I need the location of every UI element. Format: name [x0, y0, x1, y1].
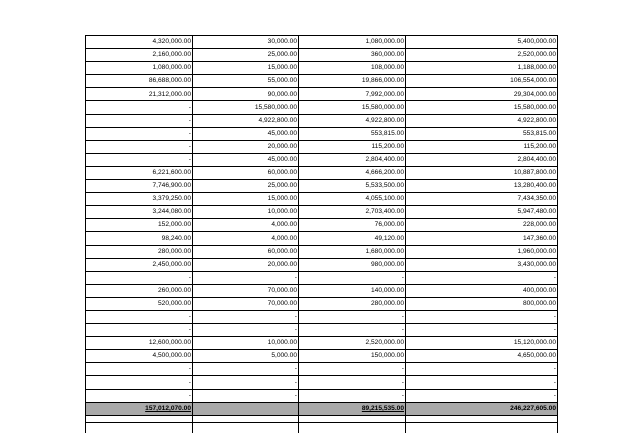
table-cell-col-d: 10,887,800.00: [406, 166, 558, 179]
table-cell-col-d: 7,434,350.00: [406, 193, 558, 206]
table-row: [86, 36, 558, 49]
table-cell-col-c: 980,000.00: [299, 258, 406, 271]
table-cell-col-c: 1,080,000.00: [299, 36, 406, 49]
table-cell-col-b: 10,000.00: [193, 206, 299, 219]
table-row: [86, 297, 558, 310]
table-cell-col-d: 115,200.00: [406, 140, 558, 153]
table-cell-col-a: 2,450,000.00: [86, 258, 193, 271]
table-cell-col-a: -: [86, 363, 193, 376]
table-cell-col-b: 70,000.00: [193, 297, 299, 310]
table-row: [86, 389, 558, 402]
table-cell-col-b: 70,000.00: [193, 284, 299, 297]
table-row: [86, 376, 558, 389]
table-row: [86, 206, 558, 219]
table-row: [86, 310, 558, 323]
table-cell-col-d: -: [406, 310, 558, 323]
table-cell-col-c: 1,680,000.00: [299, 245, 406, 258]
table-cell-col-a: 260,000.00: [86, 284, 193, 297]
table-row: [86, 153, 558, 166]
table-cell-col-c: 140,000.00: [299, 284, 406, 297]
table-cell-col-b: 5,000.00: [193, 350, 299, 363]
table-cell-col-b: -: [193, 389, 299, 402]
table-cell-col-b: 90,000.00: [193, 88, 299, 101]
table-row: [86, 140, 558, 153]
table-cell-col-d: 15,580,000.00: [406, 101, 558, 114]
table-cell-col-c: 76,000.00: [299, 219, 406, 232]
table-cell-col-d: 4,650,000.00: [406, 350, 558, 363]
table-cell-col-b: 60,000.00: [193, 245, 299, 258]
table-cell-col-b: 4,000.00: [193, 232, 299, 245]
table-cell-col-b: -: [193, 363, 299, 376]
table-cell-col-d: 553,815.00: [406, 127, 558, 140]
table-row: [86, 232, 558, 245]
table-cell-col-c: -: [299, 376, 406, 389]
empty-cell: [193, 422, 299, 433]
table-cell-col-d: 3,430,000.00: [406, 258, 558, 271]
table-cell-col-c: 108,000.00: [299, 62, 406, 75]
table-cell-col-b: 10,000.00: [193, 337, 299, 350]
table-row: [86, 284, 558, 297]
table-cell-col-c: 4,055,100.00: [299, 193, 406, 206]
blank-row: [86, 422, 558, 433]
table-cell-col-c: 2,520,000.00: [299, 337, 406, 350]
table-cell-col-c: 150,000.00: [299, 350, 406, 363]
table-cell-col-a: 520,000.00: [86, 297, 193, 310]
table-row: [86, 271, 558, 284]
table-cell-col-a: -: [86, 271, 193, 284]
table-cell-col-b: 25,000.00: [193, 180, 299, 193]
table-cell-col-a: -: [86, 389, 193, 402]
table-cell-col-a: -: [86, 101, 193, 114]
table-cell-col-d: 15,120,000.00: [406, 337, 558, 350]
table-row: [86, 127, 558, 140]
table-cell-col-c: 115,200.00: [299, 140, 406, 153]
table-cell-col-a: -: [86, 114, 193, 127]
table-row: [86, 350, 558, 363]
table-row: [86, 75, 558, 88]
table-cell-col-a: 7,746,900.00: [86, 180, 193, 193]
table-cell-col-b: 60,000.00: [193, 166, 299, 179]
table-cell-col-d: -: [406, 376, 558, 389]
table-cell-col-c: 4,666,200.00: [299, 166, 406, 179]
table-cell-col-a: 6,221,600.00: [86, 166, 193, 179]
table-cell-col-a: 4,320,000.00: [86, 36, 193, 49]
table-cell-col-b: 45,000.00: [193, 127, 299, 140]
table-cell-col-d: 147,360.00: [406, 232, 558, 245]
table-cell-col-c: 19,866,000.00: [299, 75, 406, 88]
table-cell-col-a: 21,312,000.00: [86, 88, 193, 101]
data-table: [85, 35, 558, 433]
table-cell-col-d: 2,804,400.00: [406, 153, 558, 166]
table-cell-col-c: 280,000.00: [299, 297, 406, 310]
table-cell-col-d: -: [406, 271, 558, 284]
table-cell-col-d: -: [406, 389, 558, 402]
table-cell-col-a: 12,600,000.00: [86, 337, 193, 350]
table-cell-col-c: -: [299, 324, 406, 337]
table-cell-col-a: 4,500,000.00: [86, 350, 193, 363]
table-cell-col-b: 15,000.00: [193, 193, 299, 206]
table-row: [86, 180, 558, 193]
table-cell-col-d: 4,922,800.00: [406, 114, 558, 127]
table-cell-col-a: -: [86, 153, 193, 166]
table-cell-col-a: -: [86, 140, 193, 153]
table-row: [86, 337, 558, 350]
empty-cell: [406, 415, 558, 422]
table-cell-col-a: 3,244,080.00: [86, 206, 193, 219]
table-cell-col-b: 15,580,000.00: [193, 101, 299, 114]
table-cell-col-b: -: [193, 376, 299, 389]
table-cell-col-a: -: [86, 127, 193, 140]
table-cell-col-d: 29,304,000.00: [406, 88, 558, 101]
table-cell-col-a: 98,240.00: [86, 232, 193, 245]
table-cell-col-a: 280,000.00: [86, 245, 193, 258]
table-row: [86, 363, 558, 376]
spacer-row: [86, 415, 558, 422]
table-cell-col-c: 49,120.00: [299, 232, 406, 245]
empty-cell: [406, 422, 558, 433]
table-cell-col-d: 5,947,480.00: [406, 206, 558, 219]
empty-cell: [86, 422, 193, 433]
table-cell-col-c: 5,533,500.00: [299, 180, 406, 193]
table-cell-col-c: -: [299, 389, 406, 402]
table-row: [86, 62, 558, 75]
table-row: [86, 166, 558, 179]
empty-cell: [193, 415, 299, 422]
table-cell-col-d: 106,554,000.00: [406, 75, 558, 88]
table-cell-col-d: 13,280,400.00: [406, 180, 558, 193]
table-row: [86, 258, 558, 271]
table-cell-col-c: 4,922,800.00: [299, 114, 406, 127]
table-cell-col-c: -: [299, 310, 406, 323]
table-row: [86, 193, 558, 206]
table-row: [86, 49, 558, 62]
table-cell-col-c: 553,815.00: [299, 127, 406, 140]
table-cell-col-d: 1,188,000.00: [406, 62, 558, 75]
table-body: [86, 36, 558, 433]
table-cell-col-c: 2,804,400.00: [299, 153, 406, 166]
table-cell-col-c: -: [299, 271, 406, 284]
empty-cell: [299, 422, 406, 433]
table-cell-col-b: -: [193, 324, 299, 337]
empty-cell: [299, 415, 406, 422]
table-cell-col-b: 25,000.00: [193, 49, 299, 62]
table-row: [86, 324, 558, 337]
table-cell-col-c: 7,992,000.00: [299, 88, 406, 101]
table-cell-col-c: 2,703,400.00: [299, 206, 406, 219]
table-cell-col-b: 4,922,800.00: [193, 114, 299, 127]
table-cell-col-b: 4,000.00: [193, 219, 299, 232]
empty-cell: [86, 415, 193, 422]
table-cell-col-a: -: [86, 376, 193, 389]
table-cell-col-b: 15,000.00: [193, 62, 299, 75]
table-cell-col-a: 152,000.00: [86, 219, 193, 232]
table-cell-col-c: -: [299, 363, 406, 376]
table-cell-col-a: -: [86, 310, 193, 323]
table-cell-col-b: 30,000.00: [193, 36, 299, 49]
table-cell-col-d: 1,960,000.00: [406, 245, 558, 258]
table-cell-col-d: 2,520,000.00: [406, 49, 558, 62]
table-row: [86, 245, 558, 258]
table-row: [86, 219, 558, 232]
table-cell-col-d: 228,000.00: [406, 219, 558, 232]
table-cell-col-d: 800,000.00: [406, 297, 558, 310]
table-cell-col-a: 86,688,000.00: [86, 75, 193, 88]
table-cell-col-b: 45,000.00: [193, 153, 299, 166]
table-cell-col-d: 400,000.00: [406, 284, 558, 297]
table-cell-col-c: 15,580,000.00: [299, 101, 406, 114]
total-cell-col-a: 157,012,070.00: [86, 402, 193, 415]
table-cell-col-a: 3,379,250.00: [86, 193, 193, 206]
table-row: [86, 114, 558, 127]
table-cell-col-b: 20,000.00: [193, 258, 299, 271]
table-cell-col-d: -: [406, 363, 558, 376]
total-cell-col-b: [193, 402, 299, 415]
table-cell-col-b: -: [193, 271, 299, 284]
table-row: [86, 101, 558, 114]
total-cell-col-d: 246,227,605.00: [406, 402, 558, 415]
total-cell-col-c: 89,215,535.00: [299, 402, 406, 415]
table-cell-col-c: 360,000.00: [299, 49, 406, 62]
spreadsheet: [85, 35, 557, 433]
table-cell-col-a: 1,080,000.00: [86, 62, 193, 75]
table-cell-col-a: -: [86, 324, 193, 337]
table-cell-col-d: -: [406, 324, 558, 337]
table-row: [86, 88, 558, 101]
total-row: [86, 402, 558, 415]
table-cell-col-a: 2,160,000.00: [86, 49, 193, 62]
table-cell-col-d: 5,400,000.00: [406, 36, 558, 49]
table-cell-col-b: 55,000.00: [193, 75, 299, 88]
table-cell-col-b: 20,000.00: [193, 140, 299, 153]
table-cell-col-b: -: [193, 310, 299, 323]
